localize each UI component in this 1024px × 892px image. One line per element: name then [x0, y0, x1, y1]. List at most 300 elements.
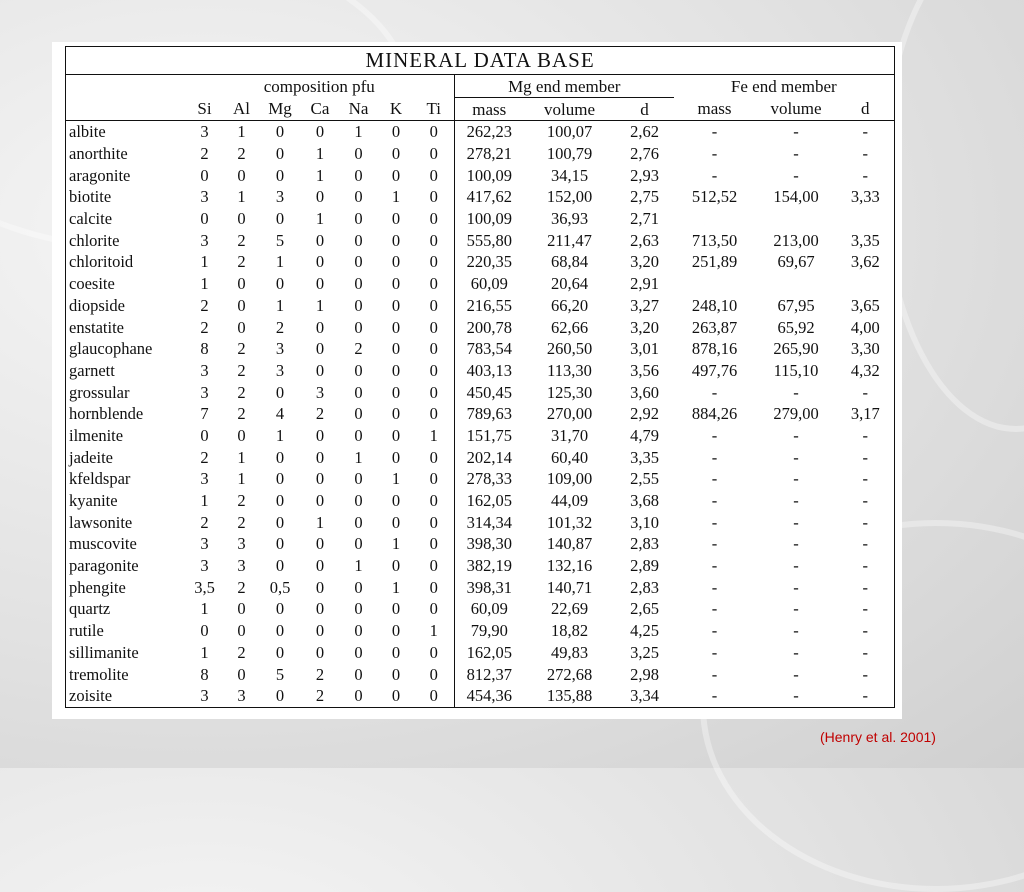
- cell-mg-volume: 113,30: [547, 360, 592, 380]
- cell-si: 2: [200, 317, 209, 337]
- cell-si: 0: [200, 165, 209, 185]
- table-row: [66, 251, 895, 273]
- cell-mg-volume: 109,00: [546, 469, 593, 489]
- cell-fe-d: [837, 273, 895, 295]
- cell-ca: 0: [315, 230, 325, 250]
- column-header-ca: Ca: [302, 98, 339, 121]
- cell-ca: 0: [315, 187, 325, 207]
- cell-mg-volume: 272,68: [546, 664, 593, 684]
- cell-mg-d: 2,93: [630, 165, 659, 185]
- cell-mg: 0: [275, 165, 285, 185]
- cell-mineral: sillimanite: [66, 642, 185, 664]
- cell-na: 0: [354, 317, 363, 337]
- cell-ti: 0: [429, 122, 438, 142]
- cell-mg-d: 3,34: [616, 685, 674, 707]
- column-header-mg-d: d: [616, 98, 674, 121]
- cell-fe-mass: -: [711, 664, 718, 684]
- cell-mineral: chlorite: [66, 229, 185, 251]
- cell-mg-d: 2,63: [630, 230, 659, 250]
- table-body: [66, 121, 895, 708]
- cell-ti: 1: [429, 425, 438, 445]
- table-image-card: [52, 42, 902, 719]
- cell-na: 0: [354, 360, 363, 380]
- cell-fe-d: 3,62: [837, 251, 895, 273]
- table-row: [66, 208, 895, 230]
- cell-al: 0: [237, 425, 246, 445]
- cell-si: 0: [200, 425, 209, 445]
- cell-mg: 0: [259, 685, 302, 707]
- cell-ca: 3: [315, 382, 325, 402]
- cell-mg-mass: 262,23: [455, 121, 524, 143]
- cell-si: 1: [200, 491, 209, 511]
- cell-mg-volume: 132,16: [546, 556, 593, 576]
- cell-ti: 0: [429, 317, 438, 337]
- table-row: [66, 295, 895, 317]
- cell-mg-volume: 270,00: [546, 404, 593, 424]
- cell-ca: 0: [315, 577, 325, 597]
- cell-mg: 3: [275, 339, 285, 359]
- cell-fe-mass: -: [711, 599, 718, 619]
- cell-ti: 0: [429, 642, 438, 662]
- cell-mineral: calcite: [66, 208, 185, 230]
- cell-mg-volume: 260,50: [546, 339, 593, 359]
- cell-mg-mass: 79,90: [455, 620, 524, 642]
- cell-k: 0: [391, 230, 401, 250]
- cell-mg-d: 3,35: [630, 447, 659, 467]
- cell-fe-volume: 265,90: [773, 339, 819, 359]
- cell-mg-mass: 314,34: [455, 511, 524, 533]
- cell-k: 0: [391, 599, 401, 619]
- cell-fe-volume: -: [793, 664, 799, 684]
- cell-fe-d: 3,35: [837, 229, 895, 251]
- cell-ca: 1: [315, 512, 325, 532]
- cell-mg-volume: 140,71: [546, 577, 593, 597]
- table-row: [66, 490, 895, 512]
- cell-k: 0: [391, 621, 401, 641]
- cell-mineral: anorthite: [66, 143, 185, 165]
- cell-ti: 0: [429, 491, 438, 511]
- cell-na: 0: [354, 382, 363, 402]
- cell-ti: 0: [429, 556, 438, 576]
- cell-fe-mass: 512,52: [691, 187, 738, 207]
- cell-mg: 1: [275, 295, 285, 315]
- cell-mg-volume: 68,84: [550, 252, 589, 272]
- cell-mineral: ilmenite: [66, 425, 185, 447]
- cell-al: 2: [237, 404, 246, 424]
- cell-fe-mass: 884,26: [691, 404, 738, 424]
- table-row: [66, 229, 895, 251]
- cell-mg: 0: [275, 534, 285, 554]
- cell-mg-volume: 100,79: [546, 144, 593, 164]
- cell-ti: 0: [429, 209, 438, 229]
- cell-al: 2: [237, 577, 246, 597]
- cell-na: 0: [354, 144, 363, 164]
- citation-caption: (Henry et al. 2001): [820, 729, 936, 745]
- cell-mg-mass: 812,37: [455, 663, 524, 685]
- cell-ca: 0: [315, 274, 325, 294]
- cell-fe-volume: -: [793, 165, 799, 185]
- cell-mg-d: 4,79: [630, 425, 659, 445]
- cell-mg-volume: 18,82: [550, 621, 589, 641]
- cell-mg-volume: 22,69: [550, 599, 589, 619]
- cell-si: 2: [200, 144, 209, 164]
- cell-mg-d: 2,75: [630, 187, 659, 207]
- cell-fe-mass: [674, 273, 756, 295]
- header-blank: [66, 75, 185, 98]
- cell-mg-volume: 44,09: [550, 491, 589, 511]
- cell-mg-d: 2,98: [630, 664, 659, 684]
- cell-fe-volume: 154,00: [773, 187, 819, 207]
- cell-fe-volume: 67,95: [777, 295, 815, 315]
- cell-mg-volume: 62,66: [550, 317, 589, 337]
- cell-ti: 0: [429, 252, 438, 272]
- cell-mg-d: 2,71: [630, 209, 659, 229]
- cell-al: 2: [237, 642, 246, 662]
- cell-mg: 0: [275, 599, 285, 619]
- cell-al: 1: [237, 187, 246, 207]
- cell-mg-mass: 162,05: [455, 490, 524, 512]
- cell-na: 0: [354, 252, 363, 272]
- table-row: [66, 446, 895, 468]
- cell-fe-d: -: [837, 446, 895, 468]
- cell-fe-mass: -: [711, 165, 718, 185]
- cell-mg-d: 2,76: [630, 144, 659, 164]
- cell-na: 0: [354, 491, 363, 511]
- table-row: [66, 121, 895, 143]
- cell-si: 7: [200, 404, 209, 424]
- cell-mg-volume: 36,93: [550, 209, 589, 229]
- cell-mg-d: 2,92: [630, 404, 659, 424]
- cell-na: 0: [354, 642, 363, 662]
- cell-mg-mass: 162,05: [455, 642, 524, 664]
- cell-mineral: grossular: [66, 381, 185, 403]
- cell-mg: 5: [275, 664, 285, 684]
- cell-mineral: aragonite: [66, 164, 185, 186]
- cell-mg-mass: 60,09: [455, 273, 524, 295]
- cell-mg-d: 2,62: [630, 122, 659, 142]
- cell-ti: 0: [429, 577, 438, 597]
- cell-fe-d: 4,00: [837, 316, 895, 338]
- table-row: [66, 316, 895, 338]
- cell-mg-mass: 789,63: [455, 403, 524, 425]
- cell-mg: 0: [275, 382, 285, 402]
- cell-mg: 0,5: [269, 577, 291, 597]
- cell-fe-volume: 213,00: [773, 230, 819, 250]
- cell-mg-d: 3,10: [630, 512, 659, 532]
- cell-k: 1: [391, 469, 401, 489]
- cell-fe-d: 3,30: [837, 338, 895, 360]
- cell-na: 0: [354, 274, 363, 294]
- cell-na: 0: [354, 295, 363, 315]
- cell-mg-mass: 382,19: [455, 555, 524, 577]
- table-row: [66, 468, 895, 490]
- cell-mineral: tremolite: [66, 663, 185, 685]
- cell-mineral: rutile: [66, 620, 185, 642]
- cell-mg-volume: 125,30: [546, 382, 593, 402]
- cell-na: 0: [354, 209, 363, 229]
- cell-k: 1: [391, 577, 401, 597]
- cell-fe-mass: -: [711, 556, 718, 576]
- cell-mg-volume: 66,20: [550, 295, 589, 315]
- cell-fe-d: -: [837, 555, 895, 577]
- cell-fe-mass: -: [711, 534, 718, 554]
- cell-mg-d: 3,60: [630, 382, 659, 402]
- cell-fe-d: 3,33: [837, 186, 895, 208]
- cell-ca: 2: [315, 404, 325, 424]
- cell-mg: 1: [275, 252, 285, 272]
- cell-mg-mass: 454,36: [455, 685, 524, 707]
- cell-ca: 0: [315, 491, 325, 511]
- cell-k: 0: [391, 491, 401, 511]
- cell-mg: 4: [275, 404, 285, 424]
- cell-mg-d: 2,65: [630, 599, 659, 619]
- cell-mg-volume: 101,32: [546, 512, 593, 532]
- cell-mineral: paragonite: [66, 555, 185, 577]
- cell-si: 2: [200, 512, 209, 532]
- column-header-si: Si: [185, 98, 225, 121]
- cell-mg: 3: [275, 360, 285, 380]
- cell-si: 3: [200, 556, 209, 576]
- cell-mg-volume: 152,00: [546, 187, 593, 207]
- cell-fe-d: -: [837, 164, 895, 186]
- cell-si: 3: [200, 382, 209, 402]
- cell-na: 0: [354, 512, 363, 532]
- column-header-al: Al: [225, 98, 259, 121]
- cell-fe-volume: -: [793, 122, 799, 142]
- cell-k: 0: [391, 512, 401, 532]
- column-header-k: K: [379, 98, 414, 121]
- cell-k: 0: [391, 556, 401, 576]
- cell-mg-mass: 278,21: [455, 143, 524, 165]
- column-header-na: Na: [339, 98, 379, 121]
- cell-mg-volume: 20,64: [550, 274, 589, 294]
- cell-mineral: diopside: [66, 295, 185, 317]
- cell-si: 0: [200, 621, 209, 641]
- cell-na: 1: [354, 556, 363, 576]
- cell-k: 0: [391, 144, 401, 164]
- cell-mg-mass: 450,45: [455, 381, 524, 403]
- group-header-fe: Fe end member: [674, 75, 895, 98]
- cell-k: 0: [391, 274, 401, 294]
- cell-ca: 0: [315, 469, 325, 489]
- cell-fe-mass: [674, 208, 756, 230]
- cell-ca: 1: [315, 209, 325, 229]
- cell-mg-mass: 417,62: [455, 186, 524, 208]
- cell-fe-volume: -: [793, 534, 799, 554]
- cell-fe-mass: -: [711, 144, 718, 164]
- cell-fe-volume: -: [793, 382, 799, 402]
- cell-al: 2: [237, 252, 246, 272]
- cell-al: 0: [237, 317, 246, 337]
- cell-na: 0: [354, 404, 363, 424]
- table-title: MINERAL DATA BASE: [66, 47, 895, 75]
- table-row: [66, 186, 895, 208]
- cell-si: 3: [200, 469, 209, 489]
- cell-k: 0: [391, 664, 401, 684]
- column-header-ti: Ti: [414, 98, 455, 121]
- cell-si: 8: [200, 339, 209, 359]
- cell-mg: 0: [275, 274, 285, 294]
- cell-fe-volume: -: [793, 642, 799, 662]
- cell-mineral: jadeite: [66, 446, 185, 468]
- cell-mg-volume: 100,07: [546, 122, 593, 142]
- cell-mg: 0: [275, 469, 285, 489]
- cell-fe-mass: -: [711, 642, 718, 662]
- table-row: [66, 663, 895, 685]
- cell-na: 0: [354, 664, 363, 684]
- cell-fe-d: -: [837, 642, 895, 664]
- cell-fe-d: 4,32: [837, 360, 895, 382]
- group-header-composition: composition pfu: [263, 76, 375, 96]
- cell-mineral: phengite: [66, 576, 185, 598]
- table-row: [66, 685, 895, 707]
- cell-mg: 3: [275, 187, 285, 207]
- cell-ca: 1: [315, 144, 325, 164]
- cell-fe-d: -: [837, 663, 895, 685]
- cell-al: 2: [237, 491, 246, 511]
- cell-ti: 0: [414, 685, 455, 707]
- cell-al: 0: [237, 274, 246, 294]
- cell-k: 0: [391, 339, 401, 359]
- cell-mg-volume: 211,47: [547, 230, 592, 250]
- cell-fe-mass: -: [674, 685, 756, 707]
- cell-mg-mass: 398,30: [455, 533, 524, 555]
- cell-si: 1: [200, 642, 209, 662]
- cell-si: 2: [200, 295, 209, 315]
- cell-ti: 0: [429, 404, 438, 424]
- cell-k: 0: [391, 447, 401, 467]
- cell-al: 1: [237, 122, 246, 142]
- cell-mg-mass: 555,80: [455, 229, 524, 251]
- group-header-mg: Mg end member: [455, 75, 674, 98]
- cell-mg: 0: [275, 642, 285, 662]
- cell-ca: 2: [302, 685, 339, 707]
- cell-na: 1: [354, 122, 363, 142]
- cell-si: 3: [200, 360, 209, 380]
- cell-mg-d: 2,89: [630, 556, 659, 576]
- cell-k: 0: [379, 685, 414, 707]
- cell-mineral: albite: [66, 121, 185, 143]
- cell-mg-mass: 220,35: [455, 251, 524, 273]
- cell-na: 0: [354, 425, 363, 445]
- table-row: [66, 533, 895, 555]
- cell-na: 0: [354, 577, 363, 597]
- cell-mg-d: 3,01: [630, 339, 659, 359]
- cell-mg: 2: [275, 317, 285, 337]
- table-row: [66, 642, 895, 664]
- cell-ca: 0: [315, 317, 325, 337]
- cell-fe-d: -: [837, 685, 895, 707]
- cell-fe-volume: -: [793, 425, 799, 445]
- cell-fe-d: [837, 208, 895, 230]
- cell-fe-volume: -: [793, 577, 799, 597]
- cell-fe-d: -: [837, 425, 895, 447]
- cell-al: 2: [237, 360, 246, 380]
- cell-al: 0: [237, 664, 246, 684]
- cell-ti: 0: [429, 295, 438, 315]
- cell-ca: 0: [315, 122, 325, 142]
- cell-si: 1: [200, 599, 209, 619]
- cell-k: 0: [391, 425, 401, 445]
- cell-ti: 0: [429, 447, 438, 467]
- column-header-fe-volume: volume: [756, 98, 837, 121]
- cell-ca: 1: [315, 165, 325, 185]
- cell-mg-mass: 403,13: [455, 360, 524, 382]
- cell-mg: 1: [275, 425, 285, 445]
- cell-mg-volume: 135,88: [524, 685, 616, 707]
- column-header-mg-volume: volume: [524, 98, 616, 121]
- cell-si: 3: [200, 122, 209, 142]
- cell-mg-volume: 140,87: [546, 534, 593, 554]
- cell-mineral: garnett: [66, 360, 185, 382]
- table-row: [66, 598, 895, 620]
- cell-k: 0: [391, 122, 401, 142]
- cell-ca: 0: [315, 339, 325, 359]
- cell-k: 1: [391, 534, 401, 554]
- cell-mg-volume: 34,15: [550, 165, 589, 185]
- cell-mineral: muscovite: [66, 533, 185, 555]
- cell-fe-volume: 65,92: [777, 317, 815, 337]
- cell-fe-volume: -: [793, 621, 799, 641]
- cell-k: 1: [391, 187, 401, 207]
- cell-na: 0: [354, 534, 363, 554]
- cell-ti: 0: [429, 382, 438, 402]
- cell-al: 2: [237, 512, 246, 532]
- cell-fe-d: -: [837, 598, 895, 620]
- cell-fe-mass: 497,76: [691, 360, 738, 380]
- cell-si: 8: [200, 664, 209, 684]
- cell-mg-d: 4,25: [630, 621, 659, 641]
- cell-fe-volume: -: [793, 512, 799, 532]
- cell-mg-d: 3,25: [630, 642, 659, 662]
- cell-fe-volume: 279,00: [773, 404, 819, 424]
- cell-si: 2: [200, 447, 209, 467]
- cell-k: 0: [391, 252, 401, 272]
- cell-al: 2: [237, 144, 246, 164]
- cell-si: 1: [200, 252, 209, 272]
- cell-na: 2: [354, 339, 363, 359]
- cell-al: 0: [237, 295, 246, 315]
- cell-ti: 0: [429, 599, 438, 619]
- cell-ti: 0: [429, 512, 438, 532]
- cell-fe-volume: -: [793, 599, 799, 619]
- cell-mg-d: 3,20: [630, 317, 659, 337]
- cell-al: 2: [237, 382, 246, 402]
- cell-fe-mass: -: [711, 382, 718, 402]
- cell-fe-mass: -: [711, 469, 718, 489]
- column-header-fe-mass: mass: [674, 98, 756, 121]
- cell-fe-volume: 115,10: [773, 360, 819, 380]
- cell-ti: 0: [429, 165, 438, 185]
- cell-mineral: chloritoid: [66, 251, 185, 273]
- cell-mg-mass: 60,09: [455, 598, 524, 620]
- cell-mg-mass: 200,78: [455, 316, 524, 338]
- cell-al: 0: [237, 599, 246, 619]
- cell-al: 0: [237, 209, 246, 229]
- cell-ca: 0: [315, 425, 325, 445]
- cell-si: 3: [200, 187, 209, 207]
- cell-na: 0: [354, 621, 363, 641]
- cell-ti: 0: [429, 230, 438, 250]
- column-header-fe-d: d: [837, 98, 895, 121]
- cell-na: 0: [339, 685, 379, 707]
- cell-ti: 0: [429, 339, 438, 359]
- cell-ca: 2: [315, 664, 325, 684]
- cell-k: 0: [391, 295, 401, 315]
- cell-mg: 0: [275, 621, 285, 641]
- cell-ca: 0: [315, 252, 325, 272]
- cell-mineral: glaucophane: [66, 338, 185, 360]
